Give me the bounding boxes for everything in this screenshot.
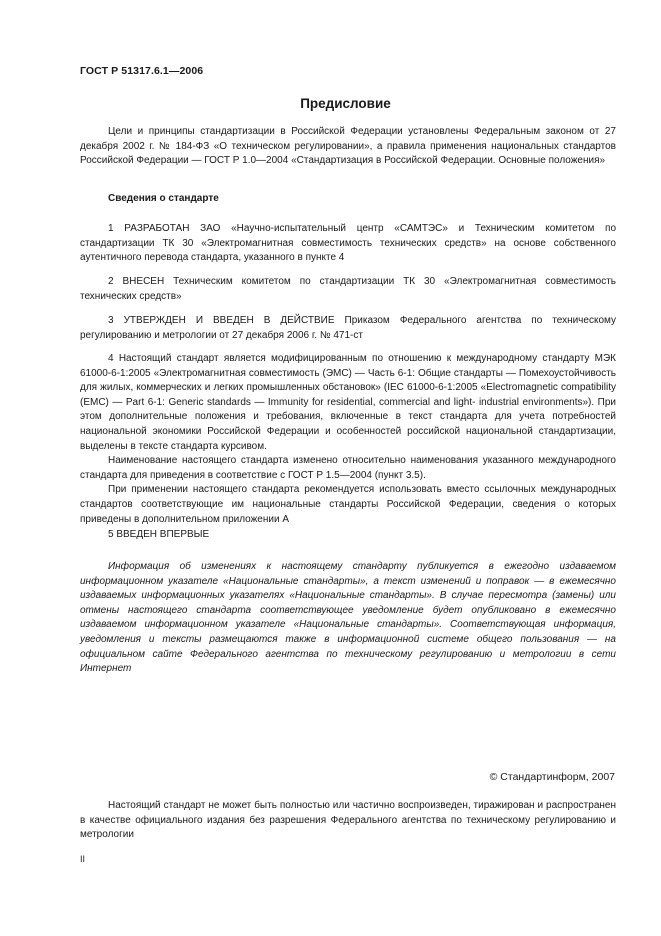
copyright-line: © Стандартинформ, 2007: [489, 771, 615, 783]
item-2-section: [80, 275, 616, 304]
document-header: ГОСТ Р 51317.6.1—2006: [80, 65, 204, 77]
item-4-paragraph-1: 4 Настоящий стандарт является модифицированным по отношению к международному стандарту МЭК 61000-6-1:2005 «Электромагнитная совместимость (ЭМС) — Часть 6-1: Общие стандарты — Помехоустойчивость для жилых, коммерческих и легких промышленных обстановок» (IEC 61000-6-1:2005 «Electromagnetic compatibility (EMC) — Part 6-1: Generic standards — Immunity for residential, commercial and light- industrial environments»). При этом дополнительные положения и требования, включенные в текст стандарта для учета потребностей национальной экономики Российской Федерации и особенностей российской национальной стандартизации, выделены в тексте стандарта курсивом.: [80, 353, 616, 452]
item-1-paragraph: 1 РАЗРАБОТАН ЗАО «Научно-испытательный центр «САМТЭС» и Техническим комитетом по стандартизации ТК 30 «Электромагнитная совместимость технических средств» на основе собственного аутентичного перевода стандарта, указанного в пункте 4: [80, 223, 616, 264]
notice-paragraph: Информация об изменениях к настоящему стандарту публикуется в ежегодно издаваемом информационном указателе «Национальные стандарты», а текст изменений и поправок — в ежемесячно издаваемых информационных указателях «Национальные стандарты». В случае пересмотра (замены) или отмены настоящего стандарта соответствующее уведомление будет опубликовано в ежемесячно издаваемом информационном указателе «Национальные стандарты». Соответствующая информация, уведомления и тексты размещаются также в информационной системе общего пользования — на официальном сайте Федерального агентства по техническому регулированию и метрологии в сети Интернет: [80, 561, 616, 675]
reproduction-paragraph: Настоящий стандарт не может быть полностью или частично воспроизведен, тиражирован и распространен в качестве официального издания без разрешения Федерального агентства по техническому регулированию и метрологии: [80, 800, 616, 841]
reproduction-section: [80, 799, 616, 843]
item-5-section: [80, 528, 616, 543]
item-4-paragraph-3: При применении настоящего стандарта рекомендуется использовать вместо ссылочных международных стандартов соответствующие им национальные стандарты Российской Федерации, сведения о которых приведены в дополнительном приложении А: [80, 484, 616, 525]
item-3-section: [80, 314, 616, 343]
page-title: Предисловие: [300, 96, 391, 111]
item-4-section: [80, 352, 616, 527]
info-heading: Сведения о стандарте: [108, 193, 219, 204]
intro-paragraph: Цели и принципы стандартизации в Российской Федерации установлены Федеральным законом от 27 декабря 2002 г. № 184-ФЗ «О техническом регулировании», а правила применения национальных стандартов Российской Федерации — ГОСТ Р 1.0—2004 «Стандартизация в Российской Федерации. Основные положения»: [80, 126, 616, 167]
item-4-paragraph-2: Наименование настоящего стандарта изменено относительно наименования указанного международного стандарта для приведения в соответствие с ГОСТ Р 1.5—2004 (пункт 3.5).: [80, 455, 616, 481]
item-5-paragraph: 5 ВВЕДЕН ВПЕРВЫЕ: [108, 529, 210, 540]
item-2-paragraph: 2 ВНЕСЕН Техническим комитетом по стандартизации ТК 30 «Электромагнитная совместимость технических средств»: [80, 276, 616, 302]
intro-section: [80, 125, 616, 169]
item-1-section: [80, 222, 616, 266]
item-3-paragraph: 3 УТВЕРЖДЕН И ВВЕДЕН В ДЕЙСТВИЕ Приказом Федерального агентства по техническому регулированию и метрологии от 27 декабря 2006 г. № 471-ст: [80, 315, 616, 341]
page-number: II: [80, 854, 86, 864]
notice-section: [80, 560, 616, 677]
